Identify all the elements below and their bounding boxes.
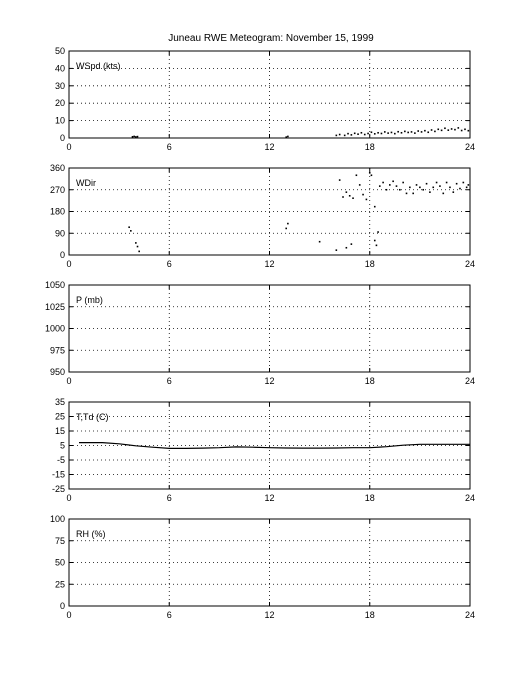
x-tick-label: 6 [166,610,172,620]
data-point-wspd-kts [387,132,389,134]
data-point-wdir [439,185,441,187]
data-point-wspd-kts [336,135,338,137]
x-tick-label: 24 [464,493,476,503]
y-tick-label: 180 [49,206,65,217]
data-point-wspd-kts [431,129,433,131]
panel-p-mb [45,280,475,386]
data-point-wspd-kts [451,128,453,130]
y-tick-label: 75 [54,535,65,546]
x-tick-label: 18 [364,610,375,620]
data-point-wspd-kts [374,133,376,135]
data-point-wdir [379,185,381,187]
data-point-wspd-kts [371,131,373,133]
x-tick-label: 6 [166,376,172,386]
data-point-wspd-kts [354,133,356,135]
x-tick-label: 6 [166,259,172,269]
data-point-wspd-kts [391,132,393,134]
y-tick-label: 0 [59,601,65,611]
data-point-wspd-kts [384,131,386,133]
data-point-wdir [349,195,351,197]
panel-t-td-c [52,397,475,503]
data-point-wdir [463,182,465,184]
data-point-wspd-kts [441,130,443,132]
data-point-wdir [409,187,411,189]
x-tick-label: 24 [464,376,476,386]
data-point-wspd-kts [135,136,137,138]
data-point-wdir [138,251,140,253]
data-point-wspd-kts [468,130,470,132]
x-tick-label: 0 [66,259,72,269]
y-tick-label: 20 [54,98,65,109]
data-point-wspd-kts [132,136,134,138]
data-point-wspd-kts [351,134,353,136]
x-tick-label: 0 [66,610,72,620]
data-point-wdir [452,191,454,193]
panel-label-p-mb: P (mb) [76,295,103,305]
data-point-wdir [351,243,353,245]
data-point-wdir [412,193,414,195]
y-tick-label: 40 [54,63,65,74]
data-point-wdir [352,197,354,199]
y-tick-label: 15 [54,426,65,436]
data-point-wdir [422,189,424,191]
data-point-wspd-kts [364,134,366,136]
data-point-wspd-kts [287,136,289,138]
data-point-wdir [285,228,287,230]
x-tick-label: 12 [264,376,275,386]
data-point-wdir [392,180,394,182]
x-tick-label: 18 [364,142,375,152]
data-point-wspd-kts [421,131,423,133]
x-tick-label: 18 [364,259,375,269]
data-point-wspd-kts [454,129,456,131]
panel-rh [50,514,475,620]
data-point-wspd-kts [434,131,436,133]
x-tick-label: 12 [264,142,275,152]
data-point-wdir [459,188,461,190]
data-point-wdir [429,191,431,193]
data-point-wdir [406,193,408,195]
y-tick-label: 10 [54,115,65,126]
x-tick-label: 6 [166,142,172,152]
data-point-wdir [426,183,428,185]
data-point-wdir [396,185,398,187]
y-tick-label: 25 [54,579,65,590]
y-tick-label: 50 [54,557,65,568]
y-tick-label: 100 [49,514,65,524]
data-point-wspd-kts [347,133,349,135]
data-point-wdir [416,184,418,186]
data-point-wdir [456,183,458,185]
data-point-wspd-kts [137,136,139,138]
data-point-wdir [346,247,348,249]
x-tick-label: 24 [464,610,476,620]
y-tick-label: 30 [54,80,65,91]
panel-label-wspd-kts: WSpd (kts) [76,61,121,71]
data-point-wspd-kts [397,131,399,133]
data-point-wspd-kts [411,131,413,133]
panel-wspd-kts [55,46,475,152]
x-tick-label: 0 [66,142,72,152]
data-point-wspd-kts [339,134,341,136]
data-point-wdir [356,174,358,176]
data-point-wdir [374,240,376,242]
data-point-wspd-kts [404,131,406,133]
y-tick-label: 950 [49,367,65,377]
data-point-wdir [362,194,364,196]
data-point-wspd-kts [367,133,369,135]
y-tick-label: 360 [49,163,65,173]
data-point-wspd-kts [414,132,416,134]
data-point-wspd-kts [461,130,463,132]
data-point-wspd-kts [458,127,460,129]
panel-wdir [50,163,475,269]
x-tick-label: 12 [264,259,275,269]
x-tick-label: 0 [66,493,72,503]
data-point-wdir [336,249,338,251]
data-point-wdir [377,231,379,233]
data-point-wdir [369,172,371,174]
x-tick-label: 12 [264,610,275,620]
series-line-t-td-c [79,443,470,449]
data-point-wdir [449,187,451,189]
y-tick-label: 270 [49,184,65,195]
y-tick-label: 1025 [44,301,65,312]
y-tick-label: 1050 [44,280,65,290]
data-point-wdir [137,246,139,248]
panel-label-wdir: WDir [76,178,96,188]
data-point-wdir [466,187,468,189]
data-point-wspd-kts [444,127,446,129]
data-point-wdir [135,242,137,244]
panel-label-rh: RH (%) [76,529,106,539]
chart-title: Juneau RWE Meteogram: November 15, 1999 [168,33,374,44]
y-tick-label: 5 [59,440,65,451]
data-point-wspd-kts [377,132,379,134]
y-tick-label: 1000 [44,323,65,334]
x-tick-label: 24 [464,142,476,152]
y-tick-label: 0 [59,250,65,260]
data-point-wspd-kts [344,135,346,137]
data-point-wdir [376,245,378,247]
x-tick-label: 12 [264,493,275,503]
data-point-wdir [374,206,376,208]
data-point-wdir [128,226,130,228]
y-tick-label: 50 [54,46,65,56]
data-point-wdir [130,230,132,232]
data-point-wspd-kts [437,129,439,131]
y-tick-label: -25 [51,484,65,494]
data-point-wdir [287,223,289,225]
x-tick-label: 6 [166,493,172,503]
data-point-wspd-kts [424,130,426,132]
data-point-wspd-kts [381,133,383,135]
y-tick-label: 975 [49,345,65,356]
data-point-wspd-kts [361,132,363,134]
data-point-wdir [339,179,341,181]
y-tick-label: 0 [59,133,65,143]
data-point-wdir [402,182,404,184]
data-point-wdir [366,199,368,201]
x-tick-label: 0 [66,376,72,386]
data-point-wspd-kts [357,133,359,135]
data-point-wspd-kts [464,129,466,131]
data-point-wdir [432,187,434,189]
y-tick-label: -15 [51,469,65,480]
data-point-wdir [319,241,321,243]
y-tick-label: 90 [54,228,65,239]
data-point-wdir [399,189,401,191]
data-point-wdir [389,184,391,186]
data-point-wspd-kts [407,132,409,134]
data-point-wdir [359,184,361,186]
y-tick-label: -5 [56,455,65,465]
data-point-wspd-kts [417,130,419,132]
data-point-wspd-kts [285,136,287,138]
x-tick-label: 18 [364,493,375,503]
y-tick-label: 35 [54,397,65,407]
data-point-wdir [346,191,348,193]
x-tick-label: 24 [464,259,476,269]
data-point-wdir [371,174,373,176]
data-point-wspd-kts [401,132,403,134]
data-point-wdir [436,182,438,184]
data-point-wdir [342,196,344,198]
plot-frame [69,51,470,138]
data-point-wdir [382,182,384,184]
data-point-wdir [468,184,470,186]
data-point-wdir [446,182,448,184]
panel-label-t-td-c: T,Td (C) [76,412,109,422]
data-point-wspd-kts [133,136,135,138]
data-point-wspd-kts [427,131,429,133]
data-point-wspd-kts [394,133,396,135]
data-point-wdir [386,189,388,191]
y-tick-label: 25 [54,411,65,422]
data-point-wdir [419,187,421,189]
data-point-wspd-kts [447,129,449,131]
x-tick-label: 18 [364,376,375,386]
data-point-wdir [442,193,444,195]
